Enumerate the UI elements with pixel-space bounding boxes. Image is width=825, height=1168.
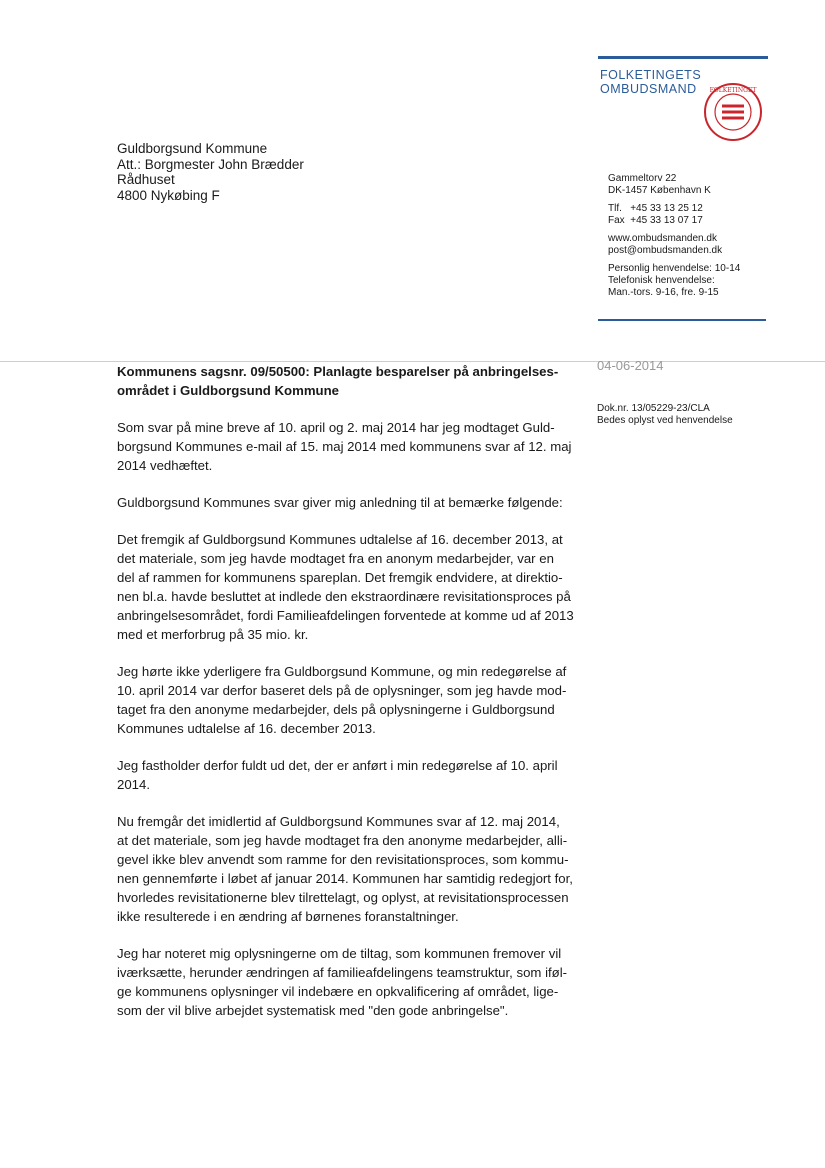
letterhead-top-rule xyxy=(598,56,768,59)
doc-number: Dok.nr. 13/05229-23/CLA xyxy=(597,403,710,414)
recipient-line: Guldborgsund Kommune xyxy=(117,141,268,156)
letter-subject: Kommunens sagsnr. 09/50500: Planlagte besparelser på anbringelses- området i Guldborgsund Kommune xyxy=(117,364,559,398)
fax: Fax +45 33 13 07 17 xyxy=(608,215,703,226)
body-paragraph: Jeg hørte ikke yderligere fra Guldborgsund Kommune, og min redegørelse af 10. april 2014 var derfor baseret dels på de oplysninger, som jeg havde mod- taget fra den anonyme medarbejder, dels på oplysningerne i Guldborgsund Kommunes udtalelse af 16. december 2013. xyxy=(117,664,567,736)
body-paragraph: Jeg har noteret mig oplysningerne om de tiltag, som kommunen fremover vil iværksætte, herunder ændringen af familieafdelingens teamstruktur, som iføl- ge kommunens oplysninger vil indebære en opkvalificering af området, lige- som der vil blive arbejdet systematisk med "den gode anbringelse". xyxy=(117,946,568,1018)
body-paragraph: Jeg fastholder derfor fuldt ud det, der er anført i min redegørelse af 10. april 2014. xyxy=(117,758,558,792)
phone: Tlf. +45 33 13 25 12 xyxy=(608,203,703,214)
letter-body xyxy=(117,362,587,1038)
email-link[interactable]: post@ombudsmanden.dk xyxy=(608,245,723,256)
hours-line: Personlig henvendelse: 10-14 xyxy=(608,263,741,274)
letterhead-bottom-rule xyxy=(598,319,766,321)
body-paragraph: Som svar på mine breve af 10. april og 2. maj 2014 har jeg modtaget Guld- borgsund Kommunes e-mail af 15. maj 2014 med kommunens svar af 12. maj 2014 vedhæftet. xyxy=(117,420,572,473)
org-line-1: FOLKETINGETS xyxy=(600,68,702,82)
document-reference xyxy=(597,403,733,427)
folketinget-seal-icon xyxy=(703,82,763,142)
letter-date: 04-06-2014 xyxy=(597,358,664,373)
body-paragraph: Nu fremgår det imidlertid af Guldborgsund Kommunes svar af 12. maj 2014, at det materiale, som jeg havde modtaget fra den anonyme medarbejder, alli- gevel ikke blev anvendt som ramme for den revisitationsproces, som kommu- nen gennemførte i løbet af januar 2014. Kommunen har samtidig redegjort for, hvorledes revisitationerne blev tilrettelagt, og oplyst, at revisitationsprocessen ikke resulterede i en ændring af børnenes foranstaltninger. xyxy=(117,814,573,924)
address-line: Gammeltorv 22 xyxy=(608,173,677,184)
recipient-line: Att.: Borgmester John Brædder xyxy=(117,156,304,172)
website-link[interactable]: www.ombudsmanden.dk xyxy=(608,233,717,244)
doc-reference-note: Bedes oplyst ved henvendelse xyxy=(597,415,733,426)
address-line: DK-1457 København K xyxy=(608,185,711,196)
sender-contact-info xyxy=(608,173,740,305)
hours-line: Telefonisk henvendelse: xyxy=(608,275,715,286)
svg-text:FOLKETINGET: FOLKETINGET xyxy=(709,87,757,94)
hours-line: Man.-tors. 9-16, fre. 9-15 xyxy=(608,287,719,298)
recipient-line: Rådhuset xyxy=(117,172,175,187)
recipient-address xyxy=(117,141,304,203)
body-paragraph: Guldborgsund Kommunes svar giver mig anledning til at bemærke følgende: xyxy=(117,495,563,510)
organization-name xyxy=(600,68,701,96)
org-line-2: OMBUDSMAND xyxy=(600,82,697,96)
body-paragraph: Det fremgik af Guldborgsund Kommunes udtalelse af 16. december 2013, at det materiale, som jeg havde modtaget fra en anonym medarbejder, var en del af rammen for kommunens spareplan. Det fremgik endvidere, at direktio- nen bl.a. havde besluttet at indlede den ekstraordinære revisitationsproces på anbringelsesområdet, fordi Familieafdelingen forventede at komme ud af 2013 med et merforbrug på 35 mio. kr. xyxy=(117,532,574,642)
recipient-line: 4800 Nykøbing F xyxy=(117,187,220,203)
